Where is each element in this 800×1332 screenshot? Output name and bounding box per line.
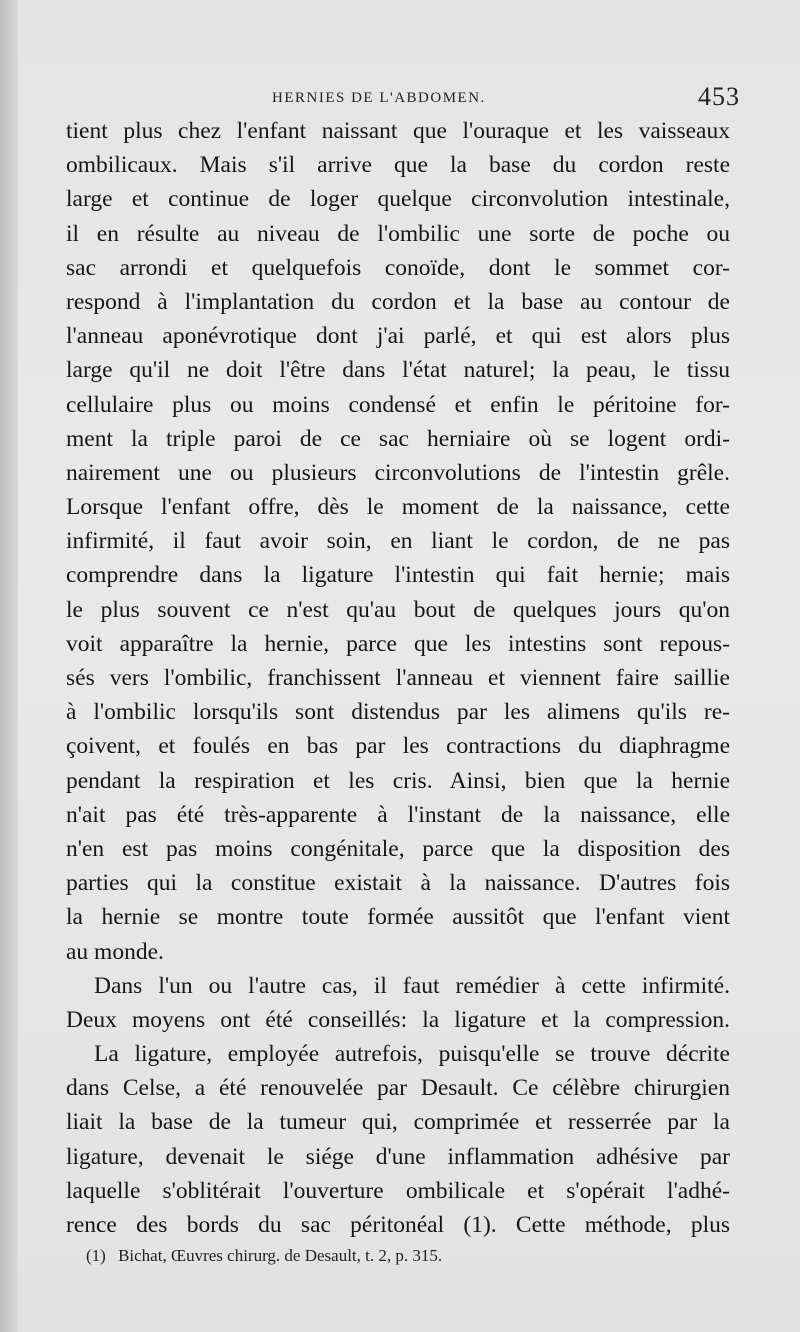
text-line	[66, 319, 730, 353]
text-line	[66, 114, 730, 148]
text-line-content: sés vers l'ombilic, franchissent l'anneau et viennent faire saillie	[66, 665, 730, 691]
text-line	[66, 353, 730, 387]
text-line-content: le plus souvent ce n'est qu'au bout de quelques jours qu'on	[66, 596, 730, 623]
text-line	[66, 1105, 730, 1139]
text-line-content: Deux moyens ont été conseillés: la ligature et la compression.	[66, 1006, 730, 1033]
text-line-content: à l'ombilic lorsqu'ils sont distendus par les alimens qu'ils re-	[66, 699, 730, 726]
text-line-content: large et continue de loger quelque circonvolution intestinale,	[66, 186, 730, 213]
text-line	[66, 251, 730, 285]
text-line	[66, 661, 730, 695]
text-line	[66, 866, 730, 900]
text-line-content: Lorsque l'enfant offre, dès le moment de la naissance, cette	[66, 494, 730, 521]
text-line-content: pendant la respiration et les cris. Ainsi, bien que la hernie	[66, 767, 730, 794]
text-line	[66, 490, 730, 524]
footnote-text: Bichat, Œuvres chirurg. de Desault, t. 2, p. 315.	[118, 1246, 443, 1265]
running-head	[60, 82, 740, 112]
text-line-content: çoivent, et foulés en bas par les contractions du diaphragme	[66, 733, 730, 760]
text-line	[66, 798, 730, 832]
text-line	[66, 524, 730, 558]
text-line	[66, 388, 730, 422]
text-line-content: rence des bords du sac péritonéal (1). Cette méthode, plus	[66, 1212, 730, 1239]
text-line-content: sac arrondi et quelquefois conoïde, dont le sommet cor-	[66, 254, 730, 281]
footnote	[86, 1246, 686, 1266]
text-line-content: voit apparaître la hernie, parce que les intestins sont repous-	[66, 630, 730, 657]
text-line	[66, 627, 730, 661]
text-line-content: respond à l'implantation du cordon et la base au contour de	[66, 288, 730, 315]
text-line	[66, 1003, 730, 1037]
text-line	[66, 764, 730, 798]
text-line	[66, 285, 730, 319]
running-title: HERNIES DE L'ABDOMEN.	[272, 90, 486, 106]
text-line-content: parties qui la constitue existait à la naissance. D'autres fois	[66, 870, 730, 897]
text-line-content: la hernie se montre toute formée aussitôt que l'enfant vient	[66, 904, 730, 931]
text-line	[66, 1140, 730, 1174]
text-line	[66, 217, 730, 251]
text-line-content: au monde.	[66, 938, 164, 965]
text-line-content: liait la base de la tumeur qui, comprimée et resserrée par la	[66, 1109, 730, 1136]
text-line-content: tient plus chez l'enfant naissant que l'ouraque et les vaisseaux	[66, 118, 730, 144]
text-line	[66, 1071, 730, 1105]
text-line-content: Dans l'un ou l'autre cas, il faut remédier à cette infirmité.	[94, 972, 730, 999]
text-line-content: nairement une ou plusieurs circonvolutions de l'intestin grêle.	[66, 459, 730, 486]
text-line	[66, 729, 730, 763]
text-line-content: n'en est pas moins congénitale, parce que la disposition des	[66, 835, 730, 862]
text-line-content: comprendre dans la ligature l'intestin qui fait hernie; mais	[66, 562, 730, 589]
text-line	[66, 695, 730, 729]
text-line-content: il en résulte au niveau de l'ombilic une sorte de poche ou	[66, 220, 730, 247]
text-line-content: infirmité, il faut avoir soin, en liant le cordon, de ne pas	[66, 528, 730, 555]
text-line	[66, 935, 730, 969]
text-line	[66, 1174, 730, 1208]
text-line-content: ligature, devenait le siége d'une inflammation adhésive par	[66, 1143, 730, 1170]
body-text	[66, 114, 730, 1242]
text-line	[66, 832, 730, 866]
text-line	[66, 558, 730, 592]
text-line-content: large qu'il ne doit l'être dans l'état naturel; la peau, le tissu	[66, 357, 730, 384]
text-line-content: cellulaire plus ou moins condensé et enfin le péritoine for-	[66, 391, 730, 418]
text-line-content: laquelle s'oblitérait l'ouverture ombilicale et s'opérait l'adhé-	[66, 1177, 730, 1204]
text-line	[66, 1208, 730, 1242]
text-line	[66, 1037, 730, 1071]
page-number: 453	[698, 82, 740, 111]
text-line	[66, 456, 730, 490]
text-line-content: ment la triple paroi de ce sac herniaire où se logent ordi-	[66, 425, 730, 452]
page-binding-shadow	[0, 0, 18, 1332]
text-line-content: dans Celse, a été renouvelée par Desault. Ce célèbre chirurgien	[66, 1075, 730, 1102]
text-line	[66, 148, 730, 182]
text-line	[66, 900, 730, 934]
text-line	[66, 593, 730, 627]
text-line	[66, 182, 730, 216]
text-line	[66, 422, 730, 456]
text-line-content: ombilicaux. Mais s'il arrive que la base du cordon reste	[66, 152, 730, 179]
text-line	[66, 969, 730, 1003]
text-line-content: n'ait pas été très-apparente à l'instant de la naissance, elle	[66, 801, 730, 828]
text-line-content: La ligature, employée autrefois, puisqu'elle se trouve décrite	[94, 1041, 730, 1068]
text-line-content: l'anneau aponévrotique dont j'ai parlé, et qui est alors plus	[66, 323, 730, 350]
footnote-marker: (1)	[86, 1246, 106, 1265]
